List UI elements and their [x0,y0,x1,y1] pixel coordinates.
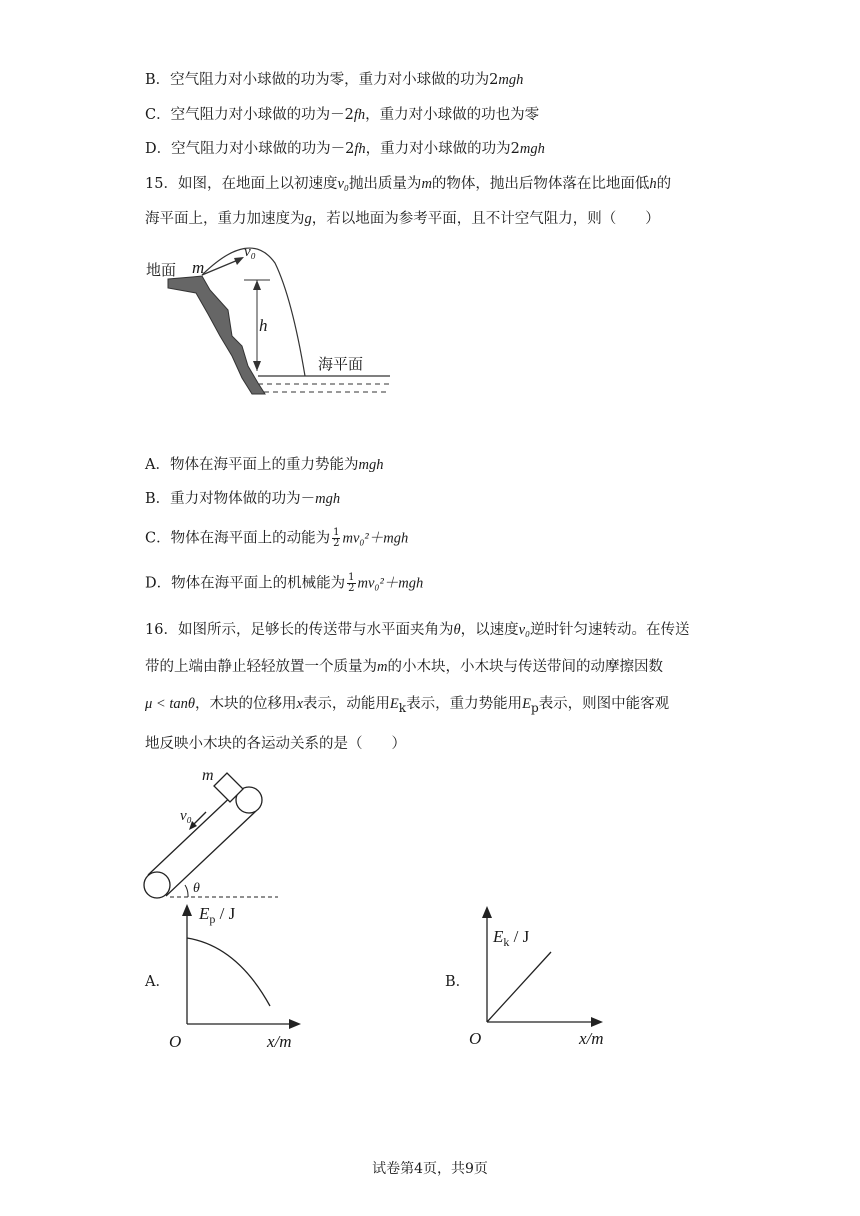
q16-stem-line2: 带的上端由静止轻轻放置一个质量为m的小木块，小木块与传送带间的动摩擦因数 [145,659,663,675]
mass-label: m [202,767,214,784]
q15-stem-line2: 海平面上，重力加速度为g，若以地面为参考平面，且不计空气阻力，则（ ） [145,211,660,227]
q15-cliff-figure [140,238,395,403]
x-axis-label: x/m [579,1029,604,1048]
q14-option-b: B．空气阻力对小球做的功为零，重力对小球做的功为2mgh [145,72,524,88]
page-footer: 试卷第4页，共9页 [372,1161,488,1177]
q16-stem-line1: 16．如图所示，足够长的传送带与水平面夹角为θ，以速度v₀逆时针匀速转动。在传送 [145,622,690,638]
q15-option-d: D．物体在海平面上的机械能为 $\frac{1}{2}$ mv₀²＋mgh [145,572,424,594]
x-axis-label: x/m [267,1032,292,1051]
q14-option-d: D．空气阻力对小球做的功为－2fh，重力对小球做的功为2mgh [145,141,545,157]
q16-conveyor-figure [140,764,280,899]
angle-label: θ [193,881,200,896]
q14-option-c: C．空气阻力对小球做的功为－2fh，重力对小球做的功也为零 [145,107,540,123]
q16-stem-line3: μ < tanθ，木块的位移用x表示，动能用$E_k$表示，重力势能用$E_p$表示，则图中能客观 [145,696,670,715]
cliff-shape [168,276,265,394]
fraction-half: $\frac{1}{2}$ [348,572,355,594]
graph-a-ep-vs-x [165,898,330,1053]
height-label: h [259,316,268,335]
fraction-half: $\frac{1}{2}$ [333,527,340,549]
y-axis-label: $E_k$ / J [493,927,530,949]
ep-curve [187,938,270,1006]
ek-line [487,952,551,1022]
lower-roller [144,872,170,898]
y-axis-label: $E_p$ / J [199,904,236,926]
sea-level-label: 海平面 [318,355,364,373]
velocity-arrow-head [234,257,244,265]
velocity-label: v₀ [180,808,192,824]
graph-a-label: A． [145,974,170,990]
origin-label: O [169,1032,182,1051]
graph-b-ek-vs-x [465,898,630,1053]
q15-option-a: A．物体在海平面上的重力势能为mgh [145,457,384,473]
q16-stem-line4: 地反映小木块的各运动关系的是（ ） [145,736,406,752]
velocity-label: v₀ [244,244,256,260]
origin-label: O [469,1029,482,1048]
ground-label: 地面 [146,261,177,279]
q15-option-c: C．物体在海平面上的动能为 $\frac{1}{2}$ mv₀²＋mgh [145,527,409,549]
q15-stem-line1: 15．如图，在地面上以初速度v₀抛出质量为m的物体，抛出后物体落在比地面低h的 [145,176,672,192]
q15-option-b: B．重力对物体做的功为－mgh [145,491,341,507]
mass-label: m [192,258,205,277]
graph-b-label: B． [445,974,471,990]
